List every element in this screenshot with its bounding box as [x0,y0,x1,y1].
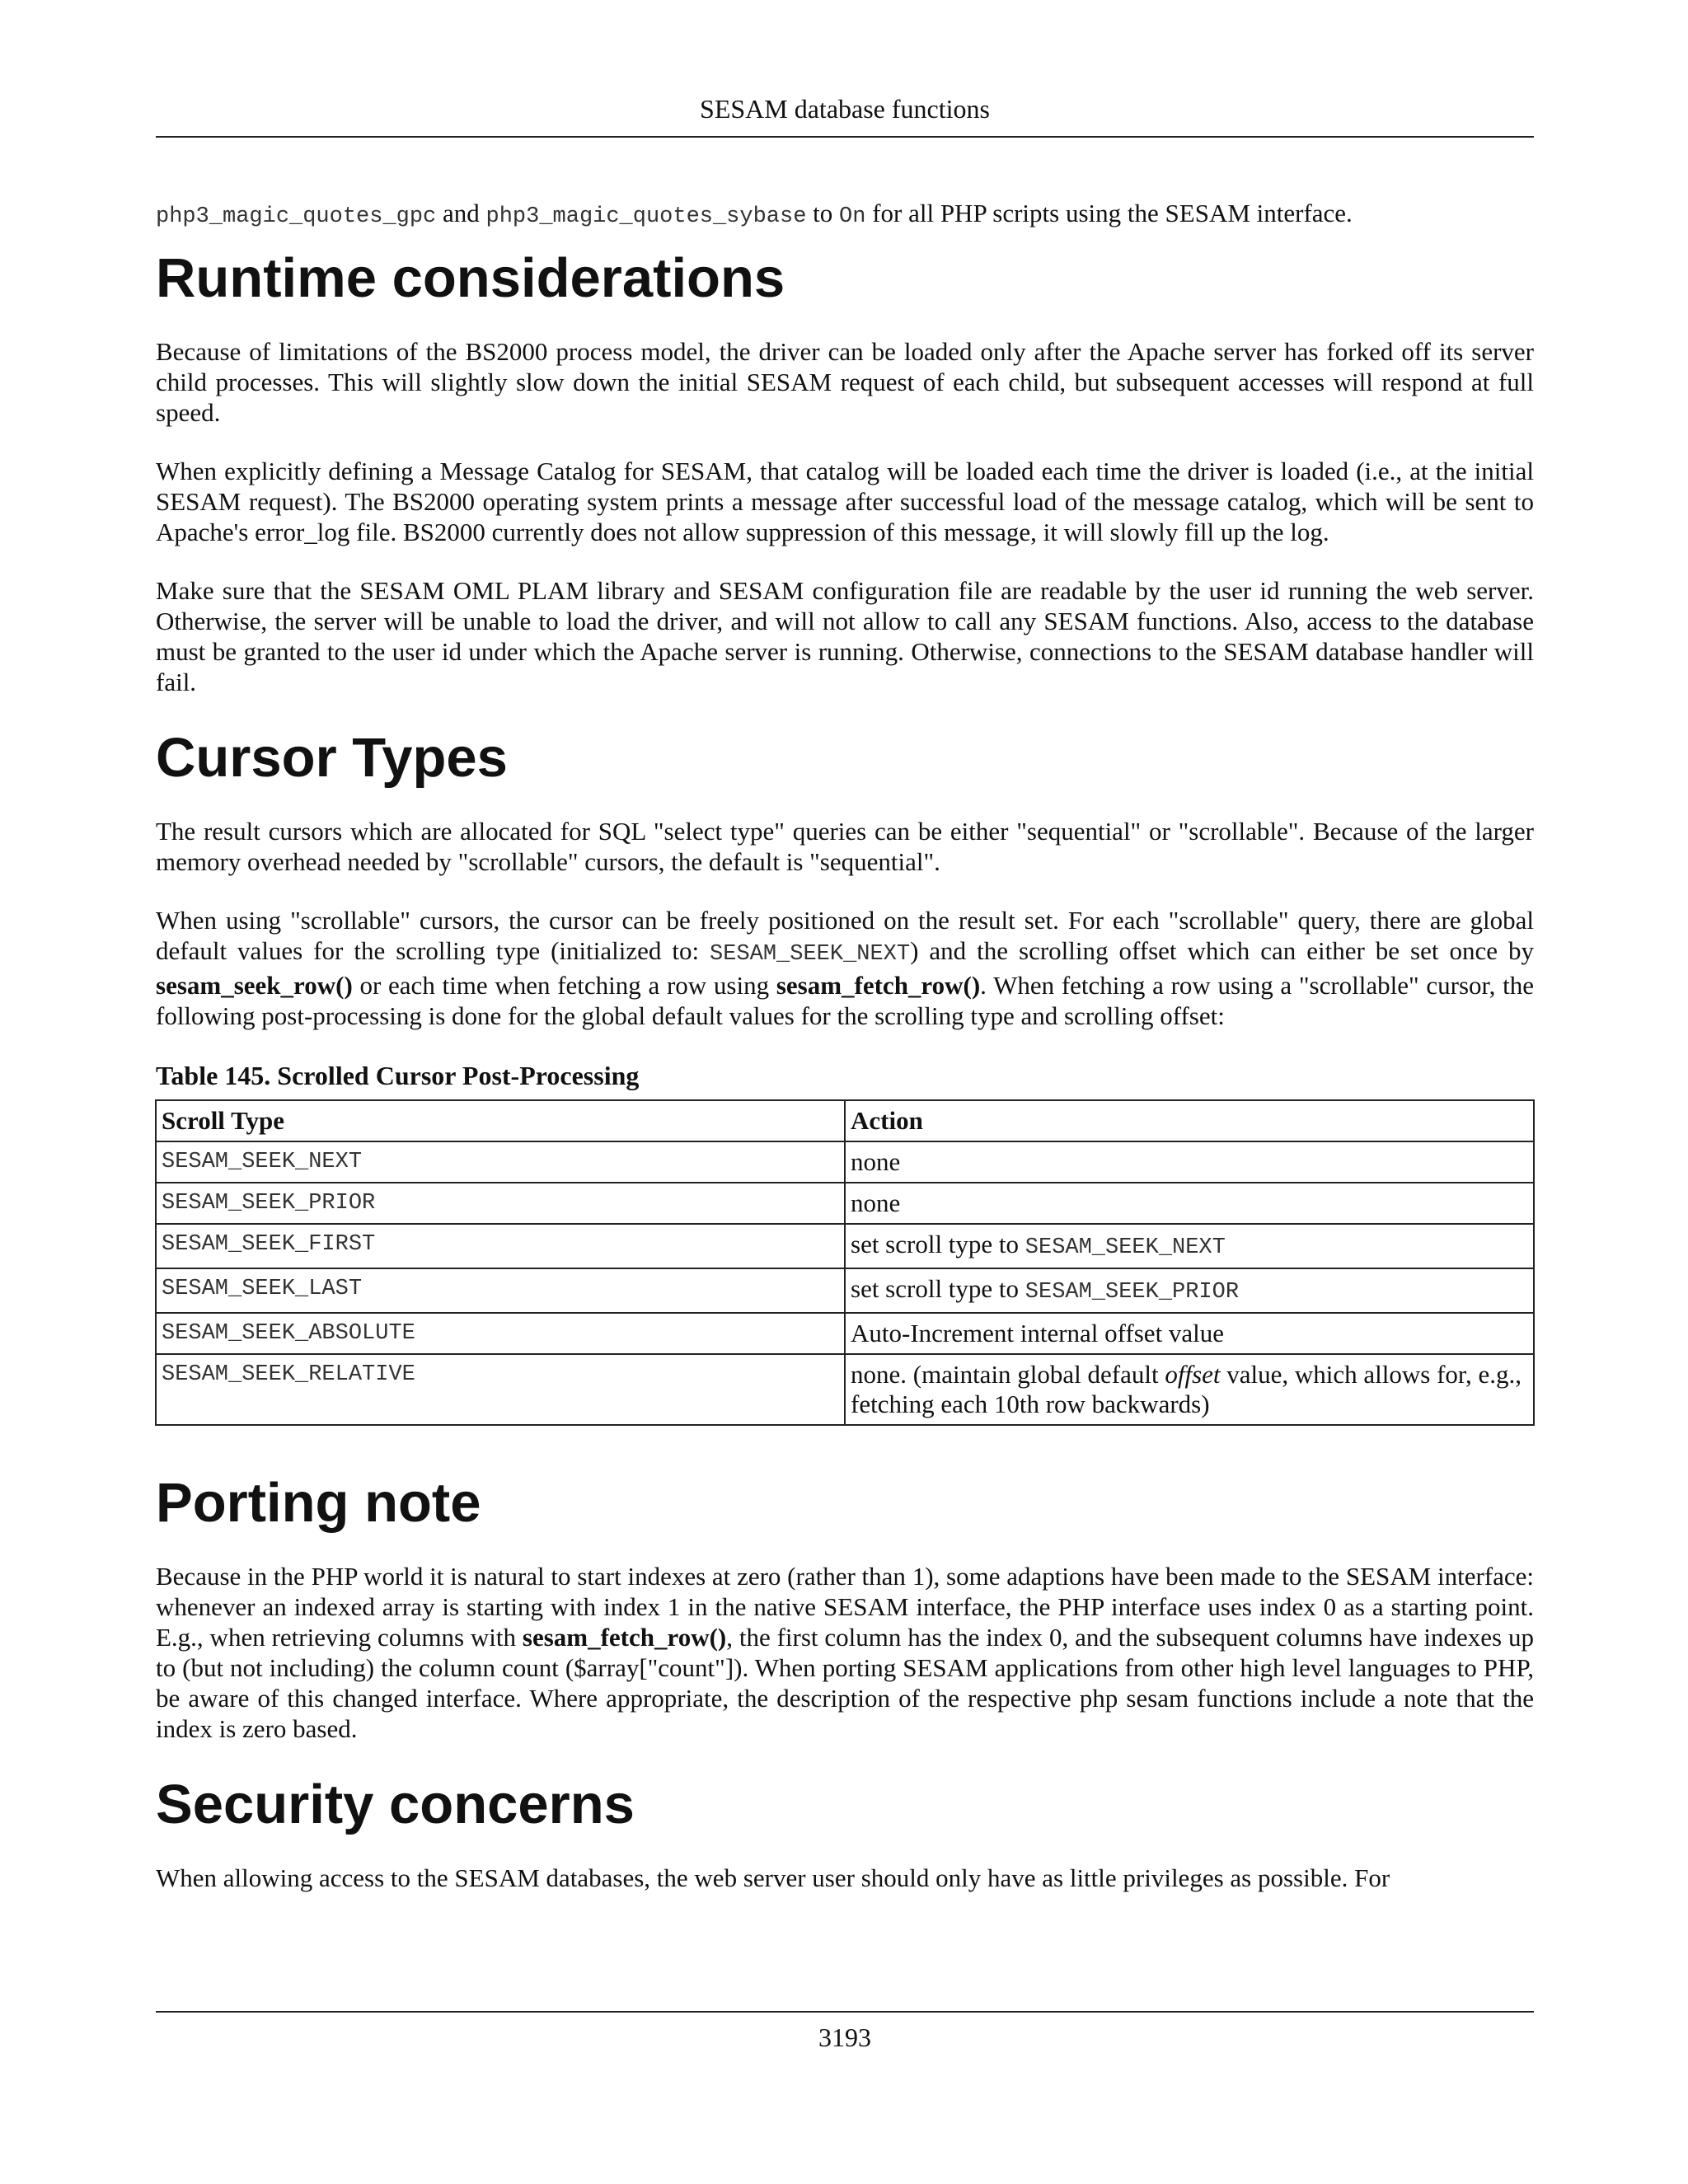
heading-runtime-considerations: Runtime considerations [156,247,785,309]
cell-action-text-a: none. (maintain global default [851,1360,1165,1389]
runtime-paragraph-3: Make sure that the SESAM OML PLAM library and SESAM configuration file are readable by the user id running the web server. Otherwise, the server will be unable to load the driver, and will not allow to call any SESAM functions. Also, access to the database must be granted to the user id under which the Apache server is running. Otherwise, connections to the SESAM database handler will fail. [156,576,1534,696]
table-caption: Table 145. Scrolled Cursor Post-Processing [156,1061,640,1090]
table-row [156,1224,1534,1268]
function-sesam-fetch-row: sesam_fetch_row() [522,1623,727,1652]
cell-action: Auto-Increment internal offset value [845,1313,1534,1354]
cursor-p2-text-c: or each time when fetching a row using [352,971,776,1000]
cell-action-text: set scroll type to [851,1230,1025,1258]
cell-action-emphasis: offset [1165,1360,1221,1389]
intro-text-2: to [806,199,840,227]
cell-action-text: set scroll type to [851,1274,1025,1303]
heading-porting-note: Porting note [156,1472,481,1534]
cell-action-code: SESAM_SEEK_PRIOR [1025,1280,1240,1305]
intro-paragraph [156,198,1534,232]
code-sesam-seek-next: SESAM_SEEK_NEXT [710,942,911,967]
code-magic-quotes-sybase: php3_magic_quotes_sybase [485,204,807,229]
cell-action [845,1224,1534,1268]
function-sesam-seek-row: sesam_seek_row() [156,971,353,1000]
column-header-action: Action [845,1100,1534,1141]
heading-security-concerns: Security concerns [156,1774,635,1835]
cell-action [845,1354,1534,1425]
cell-action-text-b: value, which allows for, e.g., fetching each 10th row backwards) [851,1360,1522,1418]
cell-scroll-type: SESAM_SEEK_RELATIVE [156,1354,845,1425]
cell-action-code: SESAM_SEEK_NEXT [1025,1235,1226,1260]
runtime-paragraph-2: When explicitly defining a Message Catalog for SESAM, that catalog will be loaded each time the driver is loaded (i.e., at the initial SESAM request). The BS2000 operating system prints a message after successful load of the message catalog, which will be sent to Apache's error_log file. BS2000 currently does not allow suppression of this message, it will slowly fill up the log. [156,457,1534,546]
table-row [156,1268,1534,1313]
cursor-p2-text-b: ) and the scrolling offset which can either be set once by [910,936,1534,965]
header-rule [156,136,1534,138]
running-header: SESAM database functions [700,94,990,124]
cursor-paragraph-2 [156,905,1534,1031]
porting-text-b: , the first column has the index 0, and the subsequent columns have indexes up to (but not including) the column count ($array["count"]). When porting SESAM applications from other high level languages to PHP, be aware of this changed interface. Where appropriate, the description of the respective php sesam functions include a note that the index is zero based. [156,1623,1534,1743]
table-row [156,1354,1534,1425]
cursor-p2-text-d: . When fetching a row using a "scrollable" cursor, the following post-processing is done for the global default values for the scrolling type and scrolling offset: [156,971,1534,1030]
security-paragraph: When allowing access to the SESAM databases, the web server user should only have as little privileges as possible. For [156,1863,1390,1892]
page-content [156,198,1534,1921]
cell-scroll-type: SESAM_SEEK_LAST [156,1268,845,1313]
cell-scroll-type: SESAM_SEEK_ABSOLUTE [156,1313,845,1354]
cell-action [845,1268,1534,1313]
column-header-scroll-type: Scroll Type [156,1100,845,1141]
cell-scroll-type: SESAM_SEEK_FIRST [156,1224,845,1268]
function-sesam-fetch-row: sesam_fetch_row() [776,971,981,1000]
table-row [156,1313,1534,1354]
cell-scroll-type: SESAM_SEEK_PRIOR [156,1183,845,1224]
table-row [156,1141,1534,1183]
table-header-row [156,1100,1534,1141]
scrolled-cursor-table [155,1099,1535,1426]
intro-text-3: for all PHP scripts using the SESAM interface. [865,199,1353,227]
page-number: 3193 [818,2022,871,2052]
porting-paragraph [156,1561,1534,1744]
cursor-p2-text-a: When using "scrollable" cursors, the cursor can be freely positioned on the result set. For each "scrollable" query, there are global default values for the scrolling type (initialized to: [156,906,1534,965]
cursor-paragraph-1: The result cursors which are allocated for SQL "select type" queries can be either "sequential" or "scrollable". Because of the larger memory overhead needed by "scrollable" cursors, the default is "sequential". [156,817,1534,876]
intro-text-1: and [436,199,486,227]
cell-action: none [845,1141,1534,1183]
porting-text-a: Because in the PHP world it is natural to start indexes at zero (rather than 1), some adaptions have been made to the SESAM interface: whenever an indexed array is starting with index 1 in the native SESAM interface, the PHP interface uses index 0 as a starting point. E.g., when retrieving columns with [156,1562,1534,1652]
footer-rule [156,2011,1534,2013]
runtime-paragraph-1: Because of limitations of the BS2000 process model, the driver can be loaded only after the Apache server has forked off its server child processes. This will slightly slow down the initial SESAM request of each child, but subsequent accesses will respond at full speed. [156,337,1534,427]
cell-scroll-type: SESAM_SEEK_NEXT [156,1141,845,1183]
code-magic-quotes-gpc: php3_magic_quotes_gpc [156,204,437,229]
cell-action: none [845,1183,1534,1224]
heading-cursor-types: Cursor Types [156,727,508,789]
table-row [156,1183,1534,1224]
code-on: On [839,204,866,229]
